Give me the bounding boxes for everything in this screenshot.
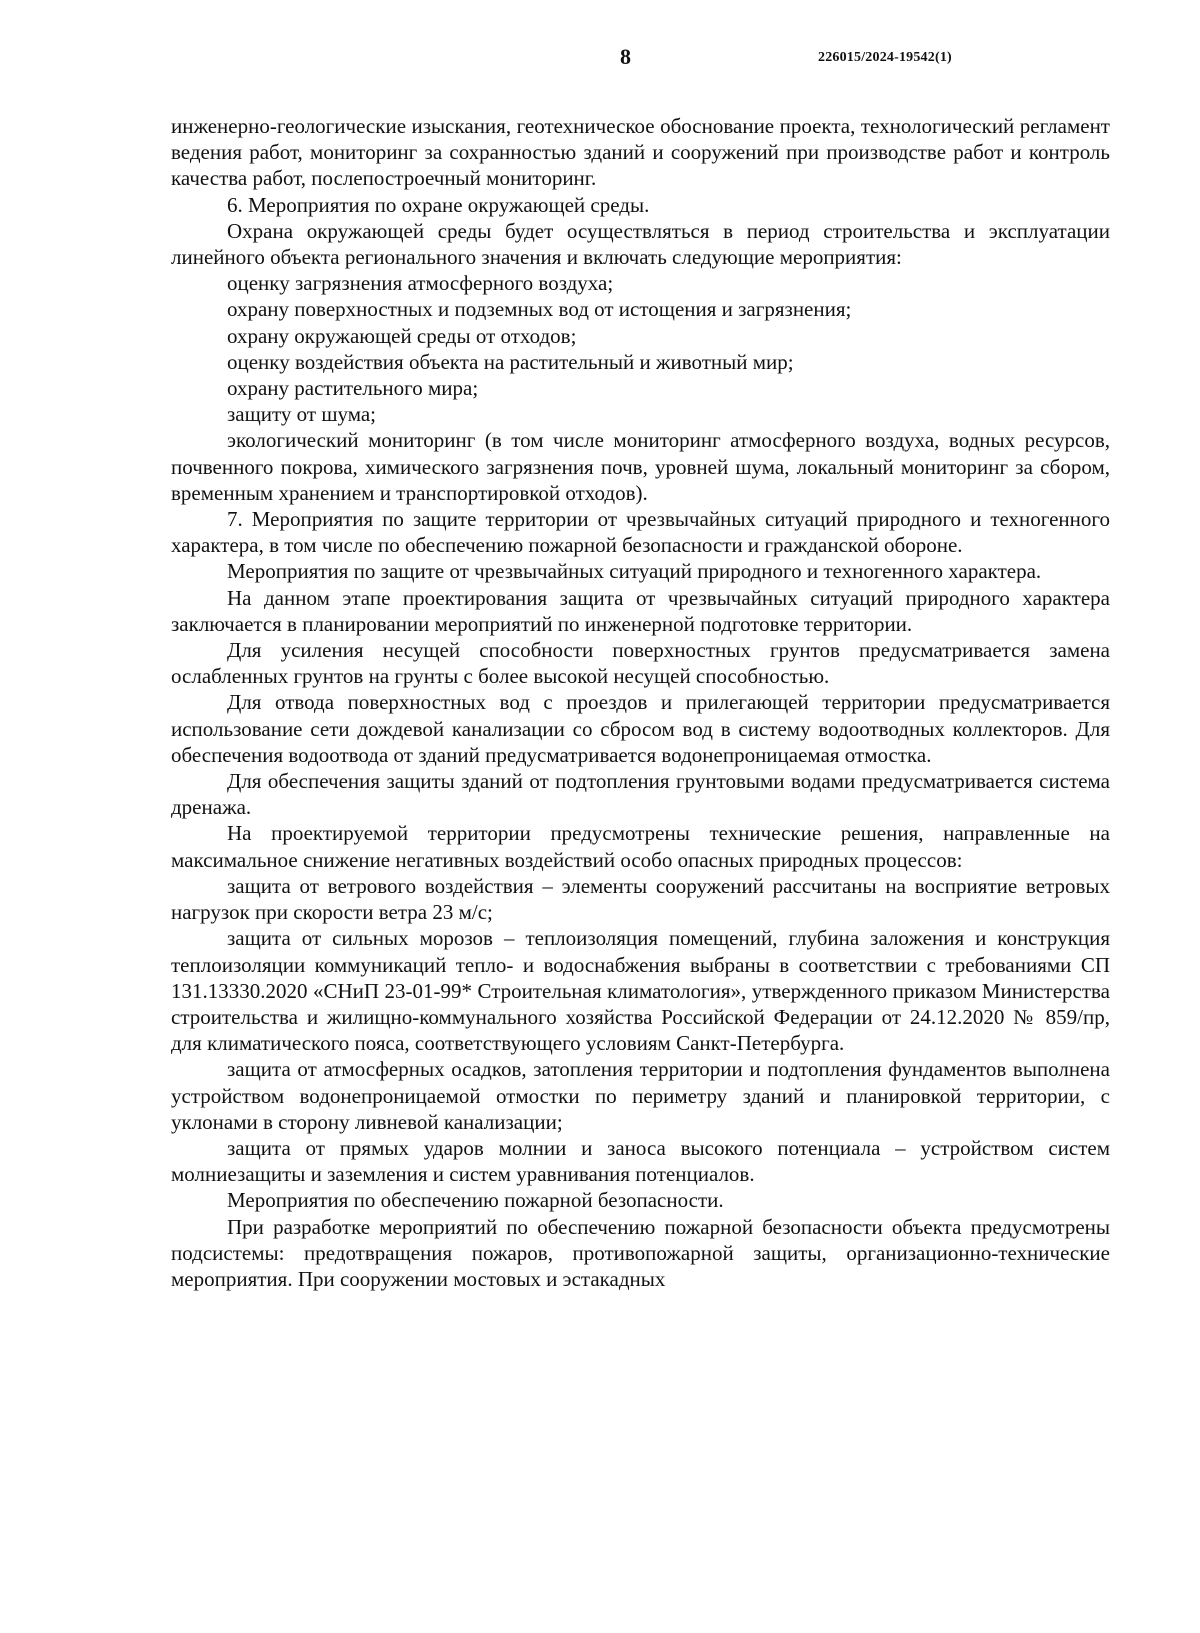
paragraph: На данном этапе проектирования защита от чрезвычайных ситуаций природного характера заключается в планировании мероприятий по инженерной подготовке территории.: [171, 585, 1110, 636]
section-heading-7: 7. Мероприятия по защите территории от чрезвычайных ситуаций природного и техногенного характера, в том числе по обеспечению пожарной безопасности и гражданской обороне.: [171, 507, 1110, 558]
page-number: 8: [620, 44, 631, 69]
list-item: охрану растительного мира;: [227, 376, 479, 401]
document-body: [171, 113, 1110, 1292]
list-item: экологический мониторинг (в том числе мониторинг атмосферного воздуха, водных ресурсов, почвенного покрова, химического загрязнения почв, уровней шума, локальный мониторинг за сбором, временным хранением и транспортировкой отходов).: [171, 428, 1110, 505]
paragraph: На проектируемой территории предусмотрены технические решения, направленные на максимальное снижение негативных воздействий особо опасных природных процессов:: [171, 821, 1110, 872]
list-item: охрану поверхностных и подземных вод от истощения и загрязнения;: [227, 297, 852, 322]
paragraph: При разработке мероприятий по обеспечению пожарной безопасности объекта предусмотрены подсистемы: предотвращения пожаров, противопожарной защиты, организационно-технические мероприятия. При сооружении мостовых и эстакадных: [171, 1214, 1110, 1291]
paragraph: Для отвода поверхностных вод с проездов и прилегающей территории предусматривается использование сети дождевой канализации со сбросом вод в систему водоотводных коллекторов. Для обеспечения водоотвода от зданий предусматривается водонепроницаемая отмостка.: [171, 690, 1110, 767]
list-item: оценку воздействия объекта на растительный и животный мир;: [227, 349, 794, 374]
list-item: защита от ветрового воздействия – элементы сооружений рассчитаны на восприятие ветровых нагрузок при скорости ветра 23 м/с;: [171, 873, 1110, 925]
list-item: охрану окружающей среды от отходов;: [227, 323, 577, 348]
section-heading-6: 6. Мероприятия по охране окружающей среды.: [227, 192, 650, 217]
subheading: Мероприятия по обеспечению пожарной безопасности.: [227, 1188, 724, 1213]
list-item: защита от сильных морозов – теплоизоляция помещений, глубина заложения и конструкция теплоизоляции коммуникаций тепло- и водоснабжения выбраны в соответствии с требованиями СП 131.13330.2020 «СНиП 23-01-99* Строительная климатология», утвержденного приказом Министерства строительства и жилищно-коммунального хозяйства Российской Федерации от 24.12.2020 № 859/пр, для климатического пояса, соответствующего условиям Санкт-Петербурга.: [171, 926, 1110, 1056]
subheading: Мероприятия по защите от чрезвычайных ситуаций природного и техногенного характера.: [227, 559, 1042, 584]
list-item: оценку загрязнения атмосферного воздуха;: [227, 271, 614, 296]
list-item: защита от прямых ударов молнии и заноса высокого потенциала – устройством систем молниезащиты и заземления и систем уравнивания потенциалов.: [171, 1135, 1110, 1187]
paragraph: Для усиления несущей способности поверхностных грунтов предусматривается замена ослабленных грунтов на грунты с более высокой несущей способностью.: [171, 638, 1110, 689]
list-item: защита от атмосферных осадков, затопления территории и подтопления фундаментов выполнена устройством водонепроницаемой отмостки по периметру зданий и планировкой территории, с уклонами в сторону ливневой канализации;: [171, 1057, 1110, 1134]
paragraph: Охрана окружающей среды будет осуществляться в период строительства и эксплуатации линейного объекта регионального значения и включать следующие мероприятия:: [171, 218, 1110, 270]
document-id: 226015/2024-19542(1): [818, 50, 952, 65]
paragraph: Для обеспечения защиты зданий от подтопления грунтовыми водами предусматривается система дренажа.: [171, 769, 1110, 820]
paragraph-continuation: инженерно-геологические изыскания, геотехническое обоснование проекта, технологический регламент ведения работ, мониторинг за сохранностью зданий и сооружений при производстве работ и контроль качества работ, послепостроечный мониторинг.: [171, 114, 1110, 191]
list-item: защиту от шума;: [227, 402, 377, 427]
